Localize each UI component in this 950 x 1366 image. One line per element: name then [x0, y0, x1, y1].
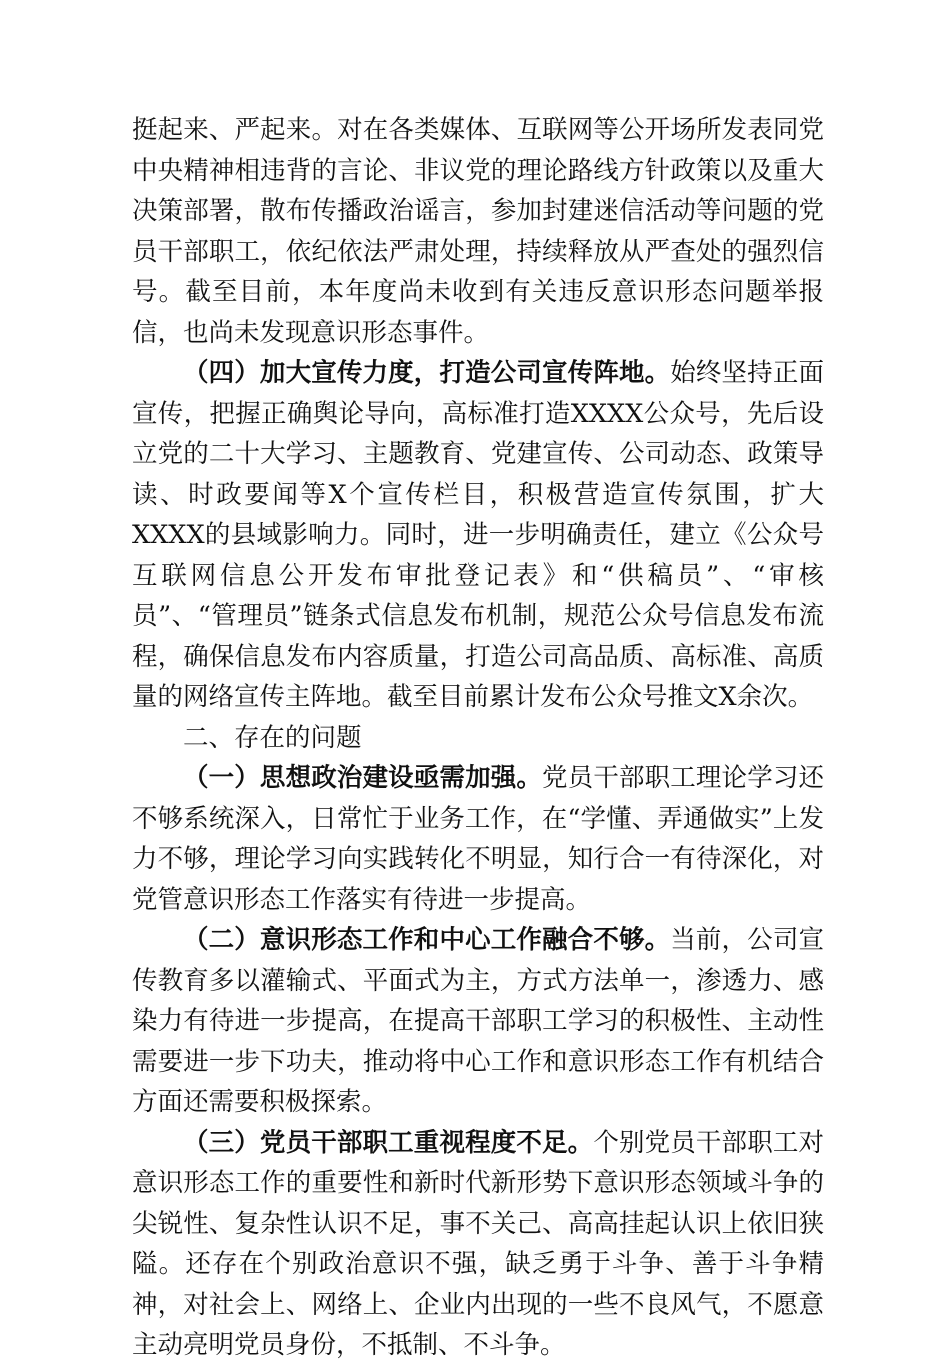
- paragraph-heading: （三）党员干部职工重视程度不足。: [183, 1127, 594, 1158]
- paragraph-heading: （四）加大宣传力度，打造公司宣传阵地。: [183, 358, 671, 388]
- paragraph-problem-2: [132, 920, 824, 1123]
- paragraph-problem-3: [132, 1123, 824, 1366]
- document-page: [132, 110, 824, 1366]
- paragraph-heading: （二）意识形态工作和中心工作融合不够。: [183, 925, 671, 955]
- paragraph-text: 挺起来、严起来。对在各类媒体、互联网等公开场所发表同党中央精神相违背的言论、非议党的理论路线方针政策以及重大决策部署，散布传播政治谣言，参加封建迷信活动等问题的党员干部职工，依纪依法严肃处理，持续释放从严查处的强烈信号。截至目前，本年度尚未收到有关违反意识形态问题举报信，也尚未发现意识形态事件。: [132, 115, 824, 348]
- section-title: 二、存在的问题: [183, 722, 362, 753]
- paragraph-text: 党员干部职工理论学习还不够系统深入，日常忙于业务工作，在“学懂、弄通做实”上发力不够，理论学习向实践转化不明显，知行合一有待深化，对党管意识形态工作落实有待进一步提高。: [132, 763, 824, 915]
- paragraph-problem-1: [132, 758, 824, 920]
- paragraph-text: 个别党员干部职工对意识形态工作的重要性和新时代新形势下意识形态领域斗争的尖锐性、复杂性认识不足，事不关己、高高挂起认识上依旧狭隘。还存在个别政治意识不强，缺乏勇于斗争、善于斗争精神，对社会上、网络上、企业内出现的一些不良风气，不愿意主动亮明党员身份，不抵制、不斗争。: [132, 1127, 824, 1360]
- paragraph-text: 始终坚持正面宣传，把握正确舆论导向，高标准打造XXXX公众号，先后设立党的二十大学习、主题教育、党建宣传、公司动态、政策导读、时政要闻等X个宣传栏目，积极营造宣传氛围，扩大XXXX的县域影响力。同时，进一步明确责任，建立《公众号互联网信息公开发布审批登记表》和“供稿员”、“审核员”、“管理员”链条式信息发布机制，规范公众号信息发布流程，确保信息发布内容质量，打造公司高品质、高标准、高质量的网络宣传主阵地。截至目前累计发布公众号推文X余次。: [132, 358, 824, 712]
- paragraph-heading: （一）思想政治建设亟需加强。: [183, 763, 543, 793]
- paragraph-text: 当前，公司宣传教育多以灌输式、平面式为主，方式方法单一，渗透力、感染力有待进一步提高，在提高干部职工学习的积极性、主动性需要进一步下功夫，推动将中心工作和意识形态工作有机结合方面还需要积极探索。: [132, 925, 824, 1117]
- paragraph-publicity: [132, 353, 824, 718]
- paragraph-continuation: [132, 110, 824, 353]
